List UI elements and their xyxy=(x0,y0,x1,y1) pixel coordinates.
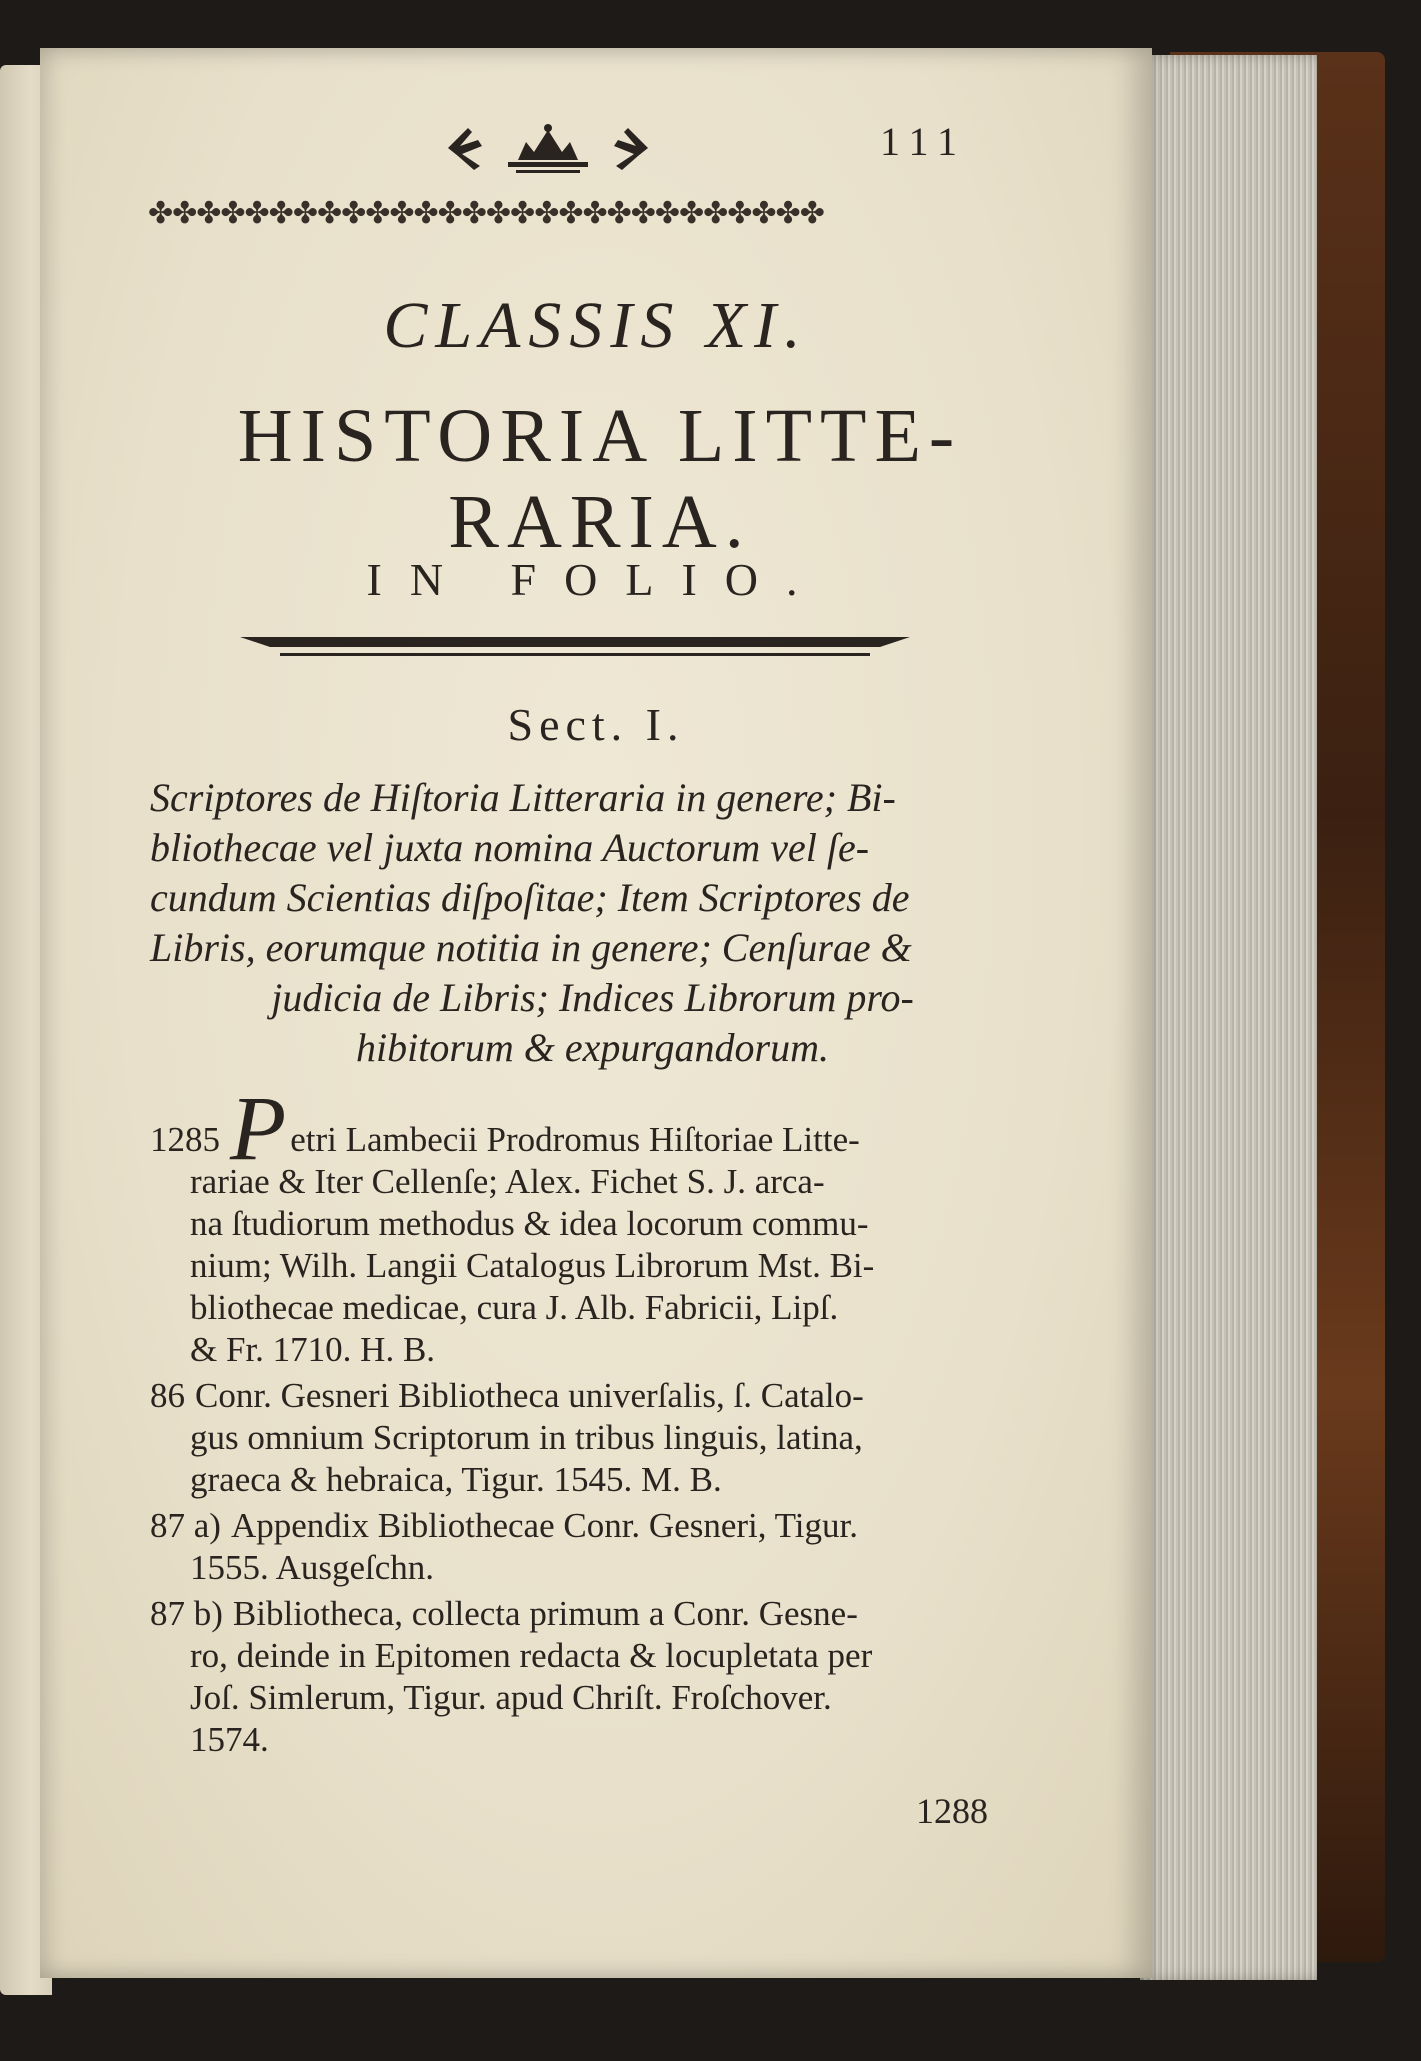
page-header xyxy=(40,118,1152,188)
book-page xyxy=(40,48,1152,1978)
entry-line: Conr. Gesneri Bibliotheca univerſalis, ſ. Catalo- xyxy=(195,1376,864,1415)
entry-line: rariae & Iter Cellenſe; Alex. Fichet S. J. arca- xyxy=(190,1162,825,1201)
entry-number: 87 b) xyxy=(150,1594,223,1633)
drop-cap: P xyxy=(230,1077,287,1179)
catalog-entry xyxy=(150,1375,1050,1501)
entry-line: Appendix Bibliothecae Conr. Gesneri, Tigur. xyxy=(230,1506,858,1545)
entry-line: graeca & hebraica, Tigur. 1545. M. B. xyxy=(190,1460,722,1499)
intro-line: judicia de Libris; Indices Librorum pro- xyxy=(271,975,914,1020)
entry-line: 1574. xyxy=(190,1720,269,1759)
entry-line: gus omnium Scriptorum in tribus linguis, latina, xyxy=(190,1418,863,1457)
entry-number: 1285 xyxy=(150,1120,220,1159)
entry-number: 87 a) xyxy=(150,1506,221,1545)
page-block-edge xyxy=(1140,55,1317,1980)
entry-line: ro, deinde in Epitomen redacta & locupletata per xyxy=(190,1636,873,1675)
title-line: HISTORIA LITTE- xyxy=(237,394,963,478)
section-description xyxy=(150,773,1035,1073)
entry-line: Bibliotheca, collecta primum a Conr. Gesne- xyxy=(232,1594,858,1633)
section-heading: Sect. I. xyxy=(507,699,685,750)
double-rule-divider xyxy=(240,633,910,663)
entry-line: Joſ. Simlerum, Tigur. apud Chriſt. Froſchover. xyxy=(190,1678,832,1717)
crown-ornament-icon xyxy=(438,118,658,180)
entry-line: na ſtudiorum methodus & idea locorum commu- xyxy=(190,1204,869,1243)
catalog-entry xyxy=(150,1593,1050,1761)
entry-line: 1555. Ausgeſchn. xyxy=(190,1548,435,1587)
page-number: 111 xyxy=(880,119,968,164)
intro-line: cundum Scientias diſpoſitae; Item Scriptores de xyxy=(150,875,910,920)
entry-line: etri Lambecii Prodromus Hiſtoriae Litte- xyxy=(290,1120,860,1159)
star-ornament-rule: ✤✤✤✤✤✤✤✤✤✤✤✤✤✤✤✤✤✤✤✤✤✤✤✤✤✤✤✤ xyxy=(148,196,824,231)
title-line: RARIA. xyxy=(448,480,752,564)
intro-line: Scriptores de Hiſtoria Litteraria in genere; Bi- xyxy=(150,775,896,820)
intro-line: hibitorum & expurgandorum. xyxy=(356,1025,829,1070)
entry-line: bliothecae medicae, cura J. Alb. Fabricii, Lipſ. xyxy=(190,1288,839,1327)
entry-number: 86 xyxy=(150,1376,185,1415)
class-heading: CLASSIS XI. xyxy=(383,289,809,362)
entry-line: nium; Wilh. Langii Catalogus Librorum Mst. Bi- xyxy=(190,1246,875,1285)
entry-line: & Fr. 1710. H. B. xyxy=(190,1330,436,1369)
format-subtitle: IN FOLIO. xyxy=(366,554,826,605)
page-title xyxy=(140,393,1060,565)
catalog-entry xyxy=(150,1505,1050,1589)
intro-line: bliothecae vel juxta nomina Auctorum vel ſe- xyxy=(150,825,870,870)
catchword: 1288 xyxy=(916,1791,988,1831)
intro-line: Libris, eorumque notitia in genere; Cenſurae & xyxy=(150,925,912,970)
catalog-entries xyxy=(150,1077,1050,1765)
catalog-entry xyxy=(150,1077,1050,1371)
